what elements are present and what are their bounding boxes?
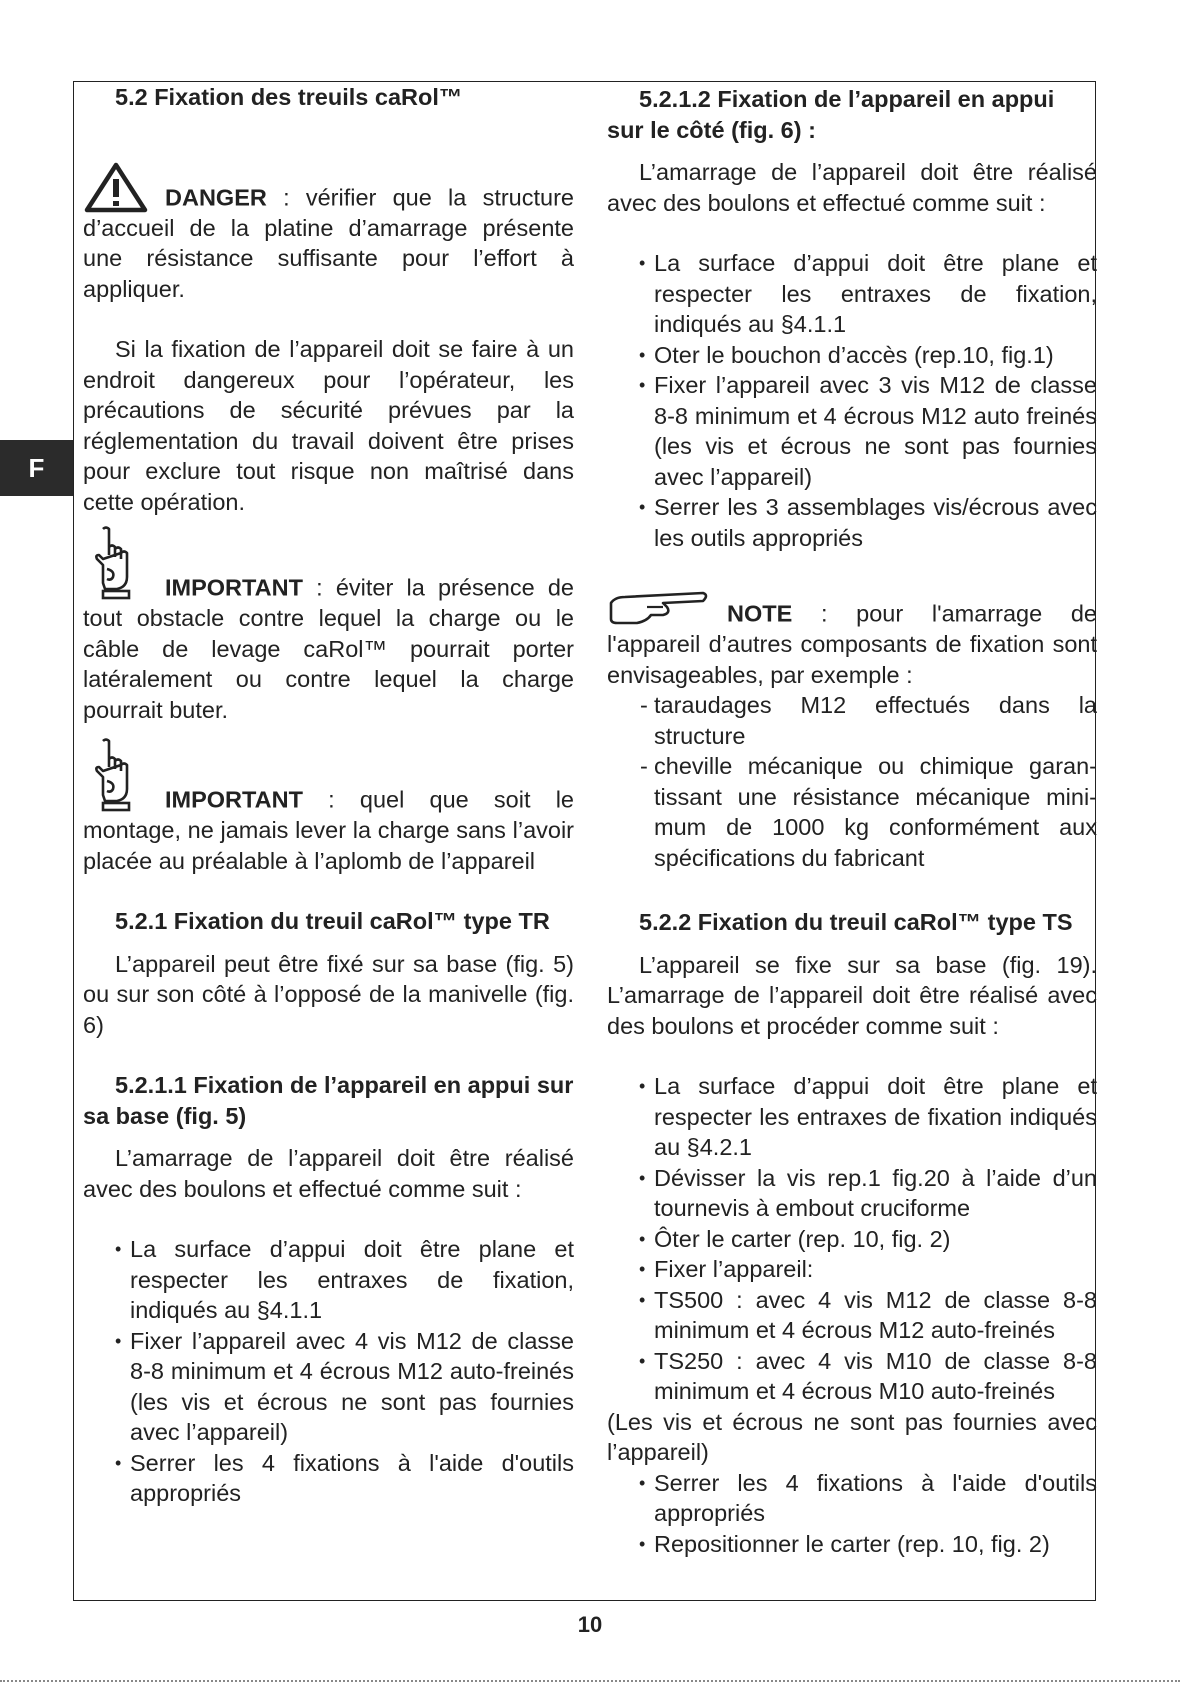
- danger-zone-paragraph: Si la fixation de l’appareil doit se faire à un endroit dangereux pour l’opérateur, les précautions de sécurité prévues par la réglementation du travail doivent être prises pour exclure tout risque non maîtrisé dans cette opération.: [83, 336, 574, 515]
- list-item: • Fixer l’appareil avec 4 vis M12 de classe 8-8 minimum et 4 écrous M12 auto-freinés (les vis et écrous ne sont pas fournies avec l’appareil): [115, 1326, 574, 1448]
- list-item: • Oter le bouchon d’accès (rep.10, fig.1): [639, 340, 1097, 371]
- language-tab: [0, 440, 73, 496]
- important-text-1: : éviter la présence de tout obstacle contre lequel la charge ou le câble de levage caRol™ pourrait porter latéralement ou contre lequel la charge pourrait buter.: [83, 574, 574, 723]
- paragraph-5-2-1-2: L’amarrage de l’appareil doit être réalisé avec des boulons et effectué comme suit :: [607, 159, 1097, 216]
- list-item: • Serrer les 4 fixations à l'aide d'outils appropriés: [639, 1468, 1097, 1529]
- right-bullet-list-c: [607, 1468, 1097, 1560]
- list-item: • Fixer l’appareil:: [639, 1254, 1097, 1285]
- heading-5-2: 5.2 Fixation des treuils caRol™: [115, 84, 463, 110]
- pointing-hand-icon: [83, 525, 149, 603]
- heading-5-2-2: 5.2.2 Fixation du treuil caRol™ type TS: [639, 909, 1073, 935]
- note-paragraph: [607, 589, 1097, 690]
- important-paragraph-2: [83, 737, 574, 876]
- important-label-1: IMPORTANT: [165, 574, 303, 601]
- danger-label: DANGER: [165, 184, 267, 210]
- list-item: • TS250 : avec 4 vis M10 de classe 8-8 minimum et 4 écrous M10 auto-freinés: [639, 1346, 1097, 1407]
- right-column: [607, 84, 1097, 1559]
- paragraph-5-2-1: L’appareil peut être fixé sur sa base (fig. 5) ou sur son côté à l’opposé de la manivelle (fig. 6): [83, 950, 574, 1038]
- list-item: - taraudages M12 effectués dans la structure: [639, 690, 1097, 751]
- list-item: - cheville mécanique ou chimique garan-tissant une résistance mécanique mini-mum de 1000 kg conformément aux spécifications du fabricant: [639, 751, 1097, 873]
- list-item: • Fixer l’appareil avec 3 vis M12 de classe 8-8 minimum et 4 écrous M12 auto freinés (les vis et écrous ne sont pas fournies avec l’appareil): [639, 370, 1097, 492]
- heading-5-2-1: 5.2.1 Fixation du treuil caRol™ type TR: [115, 908, 550, 934]
- page-number: 10: [577, 1612, 603, 1637]
- important-text-2: : quel que soit le montage, ne jamais lever la charge sans l’avoir placée au préalable à l’aplomb de l’appareil: [83, 786, 574, 874]
- content-frame: [73, 81, 1096, 1601]
- list-item: • Dévisser la vis rep.1 fig.20 à l’aide d’un tournevis à embout cruciforme: [639, 1163, 1097, 1224]
- note-label: NOTE: [727, 600, 793, 627]
- right-bullet-list-a: [607, 248, 1097, 553]
- important-label-2: IMPORTANT: [165, 786, 303, 813]
- list-item: • Ôter le carter (rep. 10, fig. 2): [639, 1224, 1097, 1255]
- list-item: • Serrer les 3 assemblages vis/écrous avec les outils appropriés: [639, 492, 1097, 553]
- language-tab-label: F: [28, 452, 45, 483]
- paragraph-5-2-2: L’appareil se fixe sur sa base (fig. 19). L’amarrage de l’appareil doit être réalisé avec des boulons et procéder comme suit :: [607, 951, 1097, 1039]
- danger-text: : vérifier que la structure d’accueil de la platine d’amarrage présente une résistance suffisante pour l’effort à appliquer.: [83, 184, 574, 302]
- list-item: • La surface d’appui doit être plane et respecter les entraxes de fixation indiqués au §4.2.1: [639, 1071, 1097, 1163]
- right-dash-list: [607, 690, 1097, 873]
- list-item: • TS500 : avec 4 vis M12 de classe 8-8 minimum et 4 écrous M12 auto-freinés: [639, 1285, 1097, 1346]
- list-item: • La surface d’appui doit être plane et respecter les entraxes de fixation, indiqués au §4.1.1: [639, 248, 1097, 340]
- note-text: : pour l'amarrage de l'appareil d’autres composants de fixation sont envisageables, par exemple :: [607, 600, 1097, 688]
- bottom-divider: [0, 1680, 1180, 1686]
- not-supplied-paragraph: (Les vis et écrous ne sont pas fournies avec l’appareil): [607, 1408, 1097, 1465]
- pointing-hand-icon: [83, 737, 149, 815]
- list-item: • Serrer les 4 fixations à l'aide d'outils appropriés: [115, 1448, 574, 1509]
- paragraph-5-2-1-1: L’amarrage de l’appareil doit être réalisé avec des boulons et effectué comme suit :: [83, 1145, 574, 1202]
- important-paragraph-1: [83, 525, 574, 725]
- warning-triangle-icon: [83, 161, 149, 213]
- heading-5-2-1-1: 5.2.1.1 Fixation de l’appareil en appui sur sa base (fig. 5): [83, 1072, 574, 1129]
- pointing-finger-icon: [607, 589, 711, 629]
- list-item: • Repositionner le carter (rep. 10, fig. 2): [639, 1529, 1097, 1560]
- right-bullet-list-b: [607, 1071, 1097, 1407]
- danger-paragraph: [83, 161, 574, 305]
- list-item: • La surface d’appui doit être plane et respecter les entraxes de fixation, indiqués au §4.1.1: [115, 1234, 574, 1326]
- left-column: [83, 82, 574, 1509]
- heading-5-2-1-2: 5.2.1.2 Fixation de l’appareil en appui sur le côté (fig. 6) :: [607, 86, 1055, 143]
- left-bullet-list: [83, 1234, 574, 1509]
